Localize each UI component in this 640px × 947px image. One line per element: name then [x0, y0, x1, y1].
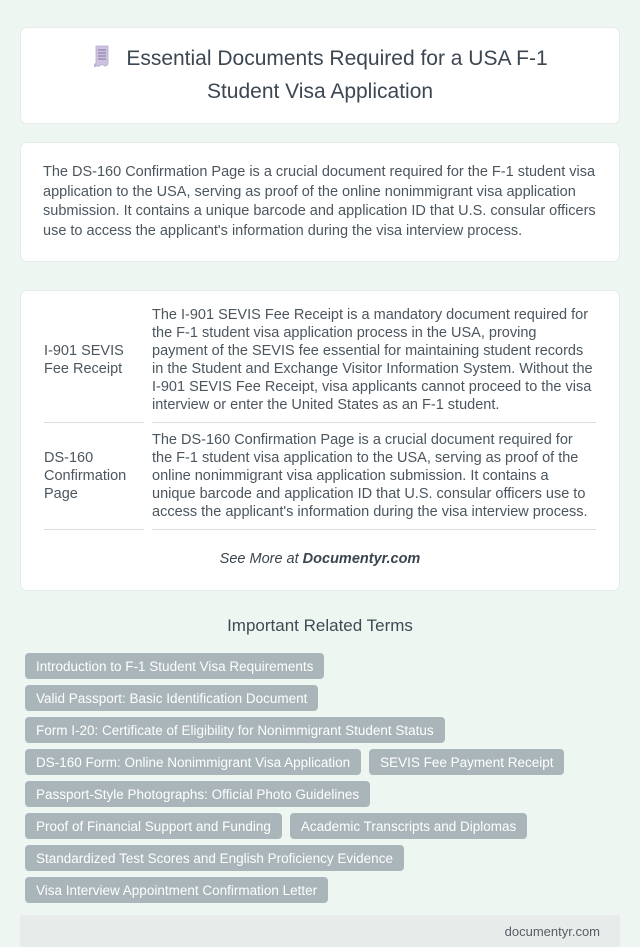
related-term-tag[interactable]: Standardized Test Scores and English Proficiency Evidence — [25, 845, 404, 871]
related-term-tag[interactable]: Visa Interview Appointment Confirmation Letter — [25, 877, 328, 903]
document-definition: The DS-160 Confirmation Page is a crucial document required for the F-1 student visa application to the USA, serving as proof of the online nonimmigrant visa application submission. It contains a unique barcode and application ID that U.S. consular officers use to access the applicant's information during the visa interview process. — [152, 423, 596, 530]
table-row — [44, 298, 596, 423]
document-term: I-901 SEVIS Fee Receipt — [44, 298, 144, 423]
table-row — [44, 423, 596, 530]
intro-text: The DS-160 Confirmation Page is a crucial document required for the F-1 student visa application to the USA, serving as proof of the online nonimmigrant visa application submission. It contains a unique barcode and application ID that U.S. consular officers use to access the applicant's information during the visa interview process. — [43, 164, 596, 239]
see-more-line — [36, 530, 604, 590]
related-term-tag[interactable]: SEVIS Fee Payment Receipt — [369, 749, 564, 775]
related-terms-tags — [25, 653, 615, 903]
documents-table — [36, 298, 604, 530]
documents-card — [20, 290, 620, 591]
related-term-tag[interactable]: Passport-Style Photographs: Official Photo Guidelines — [25, 781, 370, 807]
receipt-icon — [92, 45, 112, 77]
see-more-prefix: See More at — [219, 551, 303, 567]
related-terms-heading: Important Related Terms — [227, 616, 413, 635]
related-term-tag[interactable]: DS-160 Form: Online Nonimmigrant Visa Application — [25, 749, 361, 775]
related-term-tag[interactable]: Form I-20: Certificate of Eligibility for Nonimmigrant Student Status — [25, 717, 445, 743]
related-term-tag[interactable]: Academic Transcripts and Diplomas — [290, 813, 527, 839]
documents-table-body — [44, 298, 596, 530]
related-term-tag[interactable]: Proof of Financial Support and Funding — [25, 813, 282, 839]
see-more-site-link[interactable]: Documentyr.com — [302, 551, 421, 567]
document-term: DS-160 Confirmation Page — [44, 423, 144, 530]
page-title-text: Essential Documents Required for a USA F-1 Student Visa Application — [126, 47, 548, 103]
footer-site-label: documentyr.com — [504, 923, 600, 939]
related-term-tag[interactable]: Introduction to F-1 Student Visa Requirements — [25, 653, 324, 679]
page-title — [55, 44, 585, 107]
related-term-tag[interactable]: Valid Passport: Basic Identification Document — [25, 685, 318, 711]
footer-bar — [20, 915, 620, 947]
document-definition: The I-901 SEVIS Fee Receipt is a mandatory document required for the F-1 student visa application process in the USA, proving payment of the SEVIS fee essential for maintaining student records in the Student and Exchange Visitor Information System. Without the I-901 SEVIS Fee Receipt, visa applicants cannot proceed to the visa interview or enter the United States as an F-1 student. — [152, 298, 596, 423]
title-card — [20, 27, 620, 124]
intro-card — [20, 142, 620, 262]
